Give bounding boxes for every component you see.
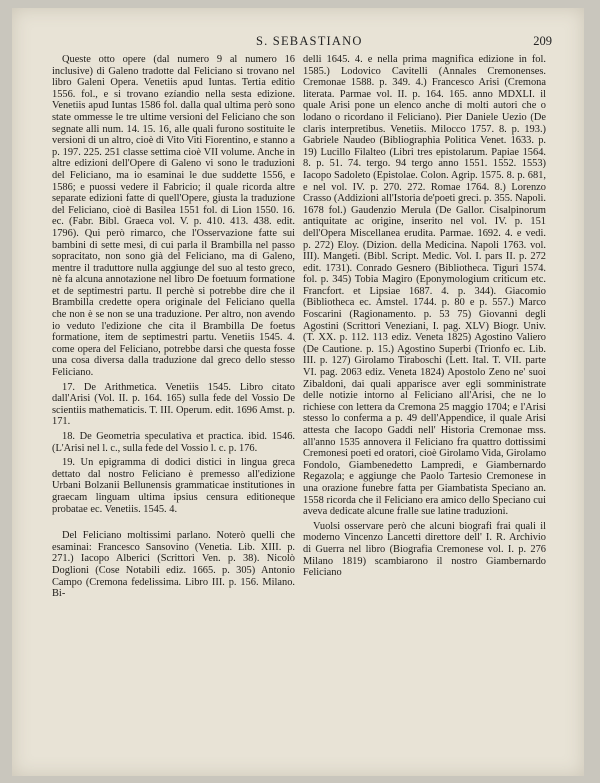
paragraph-sources-continued: delli 1645. 4. e nella prima magnifica edizione in fol. 1585.) Lodovico Cavitelli (Annales Cremonenses. Cremonae 1588. p. 349. 4.) Francesco Arisi (Cremona literata. Parmae vol. II. p. 164. 165. anno MDXLI. il quale Arisi pone un elenco anche di molti autori che o lodano o ricordano il Feliciano). Pier Daniele Uezio (De claris interpretibus. Venetiis. Milocco 1757. 8. p. 193.) Gabriele Naudeo (Bibliographia Politica Venet. 1633. p. 19) Lucillo Filalteo (Libri tres epistolarum. Papiae 1564. 8. p. 51. 74. tergo. 94 tergo anno 1551. 1552. 1553) Iacopo Sadoleto (Epistolae. Colon. Agrip. 1575. 8. p. 681, e nel vol. IV. p. 270. 272. Romae 1764. 8.) Lorenzo Crasso (Addizioni all'Istoria de'poeti greci. p. 355. Napoli. 1678 fol.) Gaudenzio Merula (De Gallor. Cisalpinorum antiquitate ac origine, inserito nel vol. IV. p. 151 dell'Opera Miscellanea erudita. Parmae. 1692. 4. e vedi. p. 272) Eloy. (Dizion. della Medicina. Napoli 1763. vol. III). Mangeti. (Bibl. Script. Medic. Vol. I. pars II. p. 272 edit. 1731). Conrado Gesnero (Bibliotheca. Tiguri 1574. fol. p. 345) Tobia Magiro (Eponymologium criticum etc. Francfort. et Lipsiae 1687. 4. p. 344). Giacomio (Bibliotheca ec. Amstel. 1744. p. 80 e p. 557.) Marco Foscarini (Ragionamento. p. 53 75) Giovanni degli Agostini (Scrittori Veneziani, I. pag. XLV) Biogr. Univ. (T. XX. p. 112. 113 ediz. Veneta 1825) Agostino Valiero (De Cautione. p. 15.) Agostino Superbi (Trionfo ec. Lib. III. p. 127) Girolamo Tiraboschi (Lett. Ital. T. VII. parte VI. pag. 2063 ediz. Veneta 1824) Apostolo Zeno ne' suoi Zibaldoni, dai quali apparisce aver egli somministrate delle notizie intorno al Feliciano all'Arisi, che ne lo richiese con lettera da Cremona 25 maggio 1704; e l'Arisi stesso lo conferma a p. 49 dell'Appendice, il quale Arisi attesta che Iacopo Gaddi nell' Historia Cremonae mss. all'anno 1535 annovera il Feliciano fra quattro dottissimi Cremonesi poeti ed oratori, cioè Girolamo Vida, Girolamo Fondolo, Giambenedetto Lampredi, e Giambernardo Regazola; e aggiunge che Paolo Tartesio Cremonese in una orazione funebre fatta per Giambatista Speciano an. 1558 ricorda che il Feliciano era amico dello Speciano cui aveva dedicate alcune fralle sue latine traduzioni. — [303, 54, 547, 518]
left-column — [52, 54, 295, 603]
paragraph-item-17: 17. De Arithmetica. Venetiis 1545. Libro citato dall'Arisi (Vol. II. p. 164. 165) sulla fede del Vossio De scientiis mathematicis. T. III. Operum. edit. 1696 Amst. p. 171. — [52, 381, 295, 428]
page-header — [12, 34, 584, 52]
book-page — [12, 8, 584, 776]
page-number: 209 — [533, 34, 552, 48]
paragraph-galen-translations: Queste otto opere (dal numero 9 al numero 16 inclusive) di Galeno tradotte dal Feliciano si trovano nel libro Galeni Opera. Venetiis apud Iuntas. Tertia editio 1556. fol., e si trovano ezíandio nella sesta edizione. Venetiis apud Iuntas 1586 fol. dalla qual ultima però sono state ommesse le tre ultime versioni del Feliciano che son segnate alli num. 14. 15. 16, alle quali furono sostituite le versioni di un altro, cioè di Vito Viti Fiorentino, e stanno a p. 197. 225. 251 classe settima cioè VII volume. Anche in altre edizioni dell'Opere di Galeno vi sono le traduzioni del Feliciano, ma io esaminai le due suddette 1556, e 1586; e puossi vedere il Fabricio; il quale ricorda altre separate edizioni fatte di quell'Opere, giusta la traduzione del Feliciano, cioè di Basilea 1551 fol. di Lion 1550. 16. ec. (Fabr. Bibl. Graeca vol. V. p. 410. 413. 438. edit. 1796). Qui però rimarco, che l'Osservazione fatte sui bambini di sette mesi, di cui parla il Brambilla nel passo sopracitato, non sono già del Feliciano, ma di Galeno, mentre il traduttore nulla aggiunge del suo al testo greco, nè fa alcuna annotazione nel libro De foetuum formatione et de septimestri partu. Il perchè si potrebbe dire che il Brambilla credette opera originale del Feliciano quella che non è se non se una traduzione. Per altro, non avendo io veduto l'edizione che cita il Brambilla De foetus formatione, item de septimestri partu. Venetiis 1545. 4. come opera del Feliciano, potrebbe darsi che questa fosse una cosa diversa dalla traduzione dal greco dello stesso Feliciano. — [52, 54, 295, 379]
paragraph-item-18: 18. De Geometria speculativa et practica. ibid. 1546. (L'Arisi nel l. c., sulla fede del Vossio l. c. p. 176. — [52, 431, 295, 454]
paragraph-gap — [52, 518, 295, 530]
paragraph-biographers: Vuolsi osservare però che alcuni biografi frai quali il moderno Vincenzo Lancetti direttore dell' I. R. Archivio di Guerra nel libro (Biografia Cremonese vol. I. p. 276 Milano 1819) scambiarono il nostro Giambernardo Feliciano — [303, 520, 546, 579]
running-head: S. SEBASTIANO — [256, 34, 363, 48]
paragraph-sources: Del Feliciano moltissimi parlano. Noterò quelli che esaminai: Francesco Sansovino (Venetia. Lib. XIII. p. 271.) Iacopo Alberici (Scrittori Ven. p. 38). Nicolò Doglioni (Cose Notabili ediz. 1665. p. 305) Antonio Campo (Cremona fedelissima. Libro III. p. 156. Milano. Bi- — [52, 530, 295, 600]
paragraph-item-19: 19. Un epigramma di dodici distici in lingua greca dettato dal nostro Feliciano è premesso all'edizione Urbani Bolzanii Bellunensis grammaticae institutiones in graecam linguam ultima ipsius censura editioneque probatae ec. Venetiis. 1545. 4. — [52, 457, 295, 515]
right-column — [303, 54, 546, 582]
